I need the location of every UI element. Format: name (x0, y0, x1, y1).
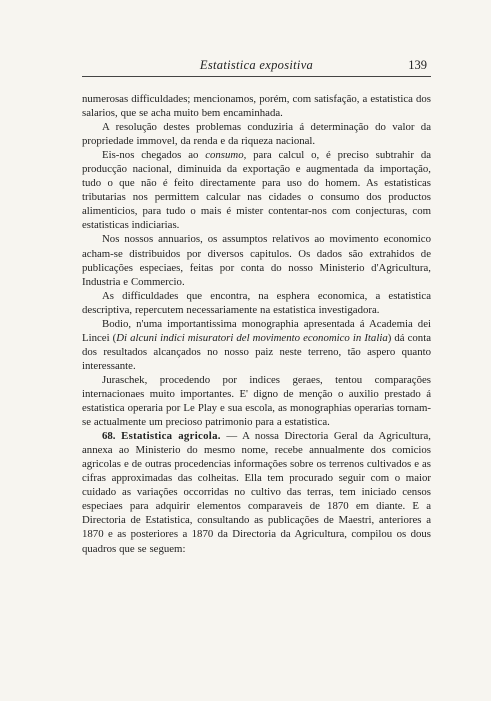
paragraph-3 (82, 148, 431, 232)
paragraph-8 (82, 429, 431, 555)
page-number: 139 (408, 58, 427, 72)
paragraph-7: Juraschek, procedendo por indices geraes, tentou comparações internacionaes muito importantes. E' digno de menção o auxilio prestado á estatistica operaria por Le Play e sua escola, as monographias operarias tornam-se actualmente um precioso patrimonio para a estatistica. (82, 373, 431, 429)
page-header (82, 56, 431, 77)
paragraph-8-body: — A nossa Directoria Geral da Agricultura, annexa ao Ministerio do mesmo nome, recebe annualmente dos comicios agricolas e de outras procedencias informações sobre os terrenos cultivados e as cifras approximadas das colheitas. Ella tem procurado seguir com o maior cuidado as variações occorridas no cultivo das terras, tem iniciado censos especiaes para adquirir elementos comparaveis de 1870 em diante. E a Directoria de Estatistica, consultando as publicações de Maestri, anteriores a 1870 e as posteriores a 1870 da Directoria da Agricultura, compilou os dous quadros que se seguem: (82, 430, 431, 555)
paragraph-6-italic-title: Di alcuni indici misuratori del movimento economico in Italia (116, 331, 388, 344)
paragraph-5: As difficuldades que encontra, na esphera economica, a estatistica descriptiva, repercutem necessariamente na estatistica investigadora. (82, 289, 431, 316)
paragraph-6-part-a: Bodio, n'uma importantissima monographia apresentada á Academia dei Lincei ( (82, 317, 431, 344)
paragraph-4: Nos nossos annuarios, os assumptos relativos ao movimento economico acham-se distribuidos por diversos capitulos. Os dados são extrahidos de publicações especiaes, feitas por conta do nosso Ministerio d'Agricultura, Industria e Commercio. (82, 233, 431, 288)
section-title: Estatistica agricola. (121, 430, 221, 443)
paragraph-6-part-b: ) dá conta dos resultados alcançados no nosso paiz neste terreno, tão aspero quanto interessante. (82, 331, 432, 372)
paragraph-1: numerosas difficuldades; mencionamos, porém, com satisfação, a estatistica dos salarios, que se acha muito bem encaminhada. (82, 93, 431, 120)
paragraph-2: A resolução destes problemas conduziria á determinação do valor da propriedade immovel, da renda e da riqueza nacional. (82, 121, 431, 148)
paragraph-3-italic-term: consumo, (205, 149, 247, 162)
running-title: Estatistica expositiva (199, 58, 314, 72)
paragraph-6 (82, 317, 431, 373)
body-text (82, 92, 431, 556)
paragraph-3-part-b: para calcul o, é preciso subtrahir da producção nacional, diminuida da exportação e augmentada da importação, tudo o que não é feito directamente para uso do homem. As estatisticas tributarias nos permittem calcular nas cidades o consumo dos productos alimenticios, para tudo o mais é mister contentar-nos com conjecturas, com estatisticas indiciarias. (82, 149, 432, 232)
paragraph-3-part-a: Eis-nos chegados ao (102, 149, 199, 162)
section-number: 68. (102, 430, 116, 443)
